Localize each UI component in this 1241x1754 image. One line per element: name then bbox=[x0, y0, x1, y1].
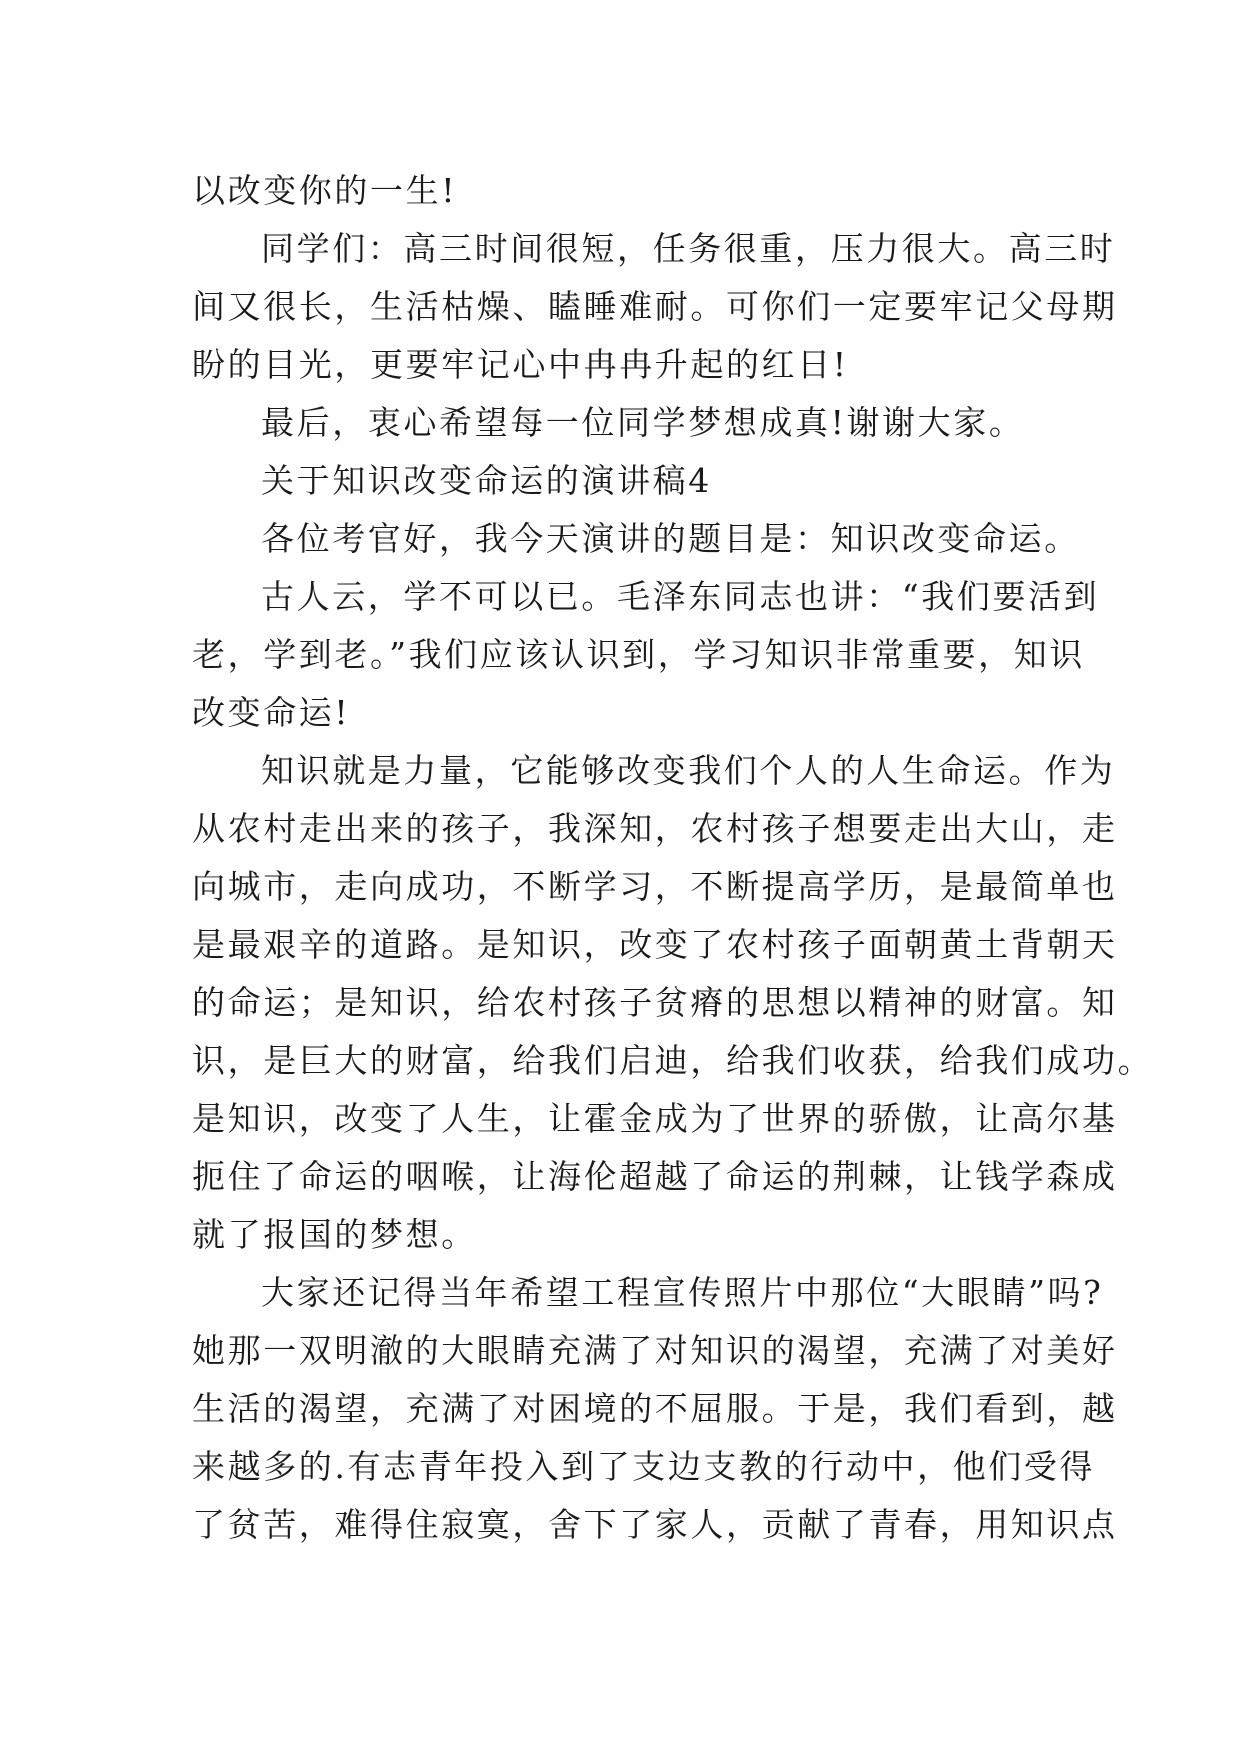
text-line: 同学们：高三时间很短，任务很重，压力很大。高三时 bbox=[261, 229, 1116, 268]
text-line: 古人云，学不可以已。毛泽东同志也讲：“我们要活到 bbox=[261, 577, 1100, 616]
text-line: 向城市，走向成功，不断学习，不断提高学历，是最简单也 bbox=[192, 867, 1118, 906]
text-line: 间又很长，生活枯燥、瞌睡难耐。可你们一定要牢记父母期 bbox=[192, 287, 1118, 326]
text-line: 生活的渴望，充满了对困境的不屈服。于是，我们看到，越 bbox=[192, 1389, 1118, 1428]
text-line: 关于知识改变命运的演讲稿4 bbox=[261, 461, 712, 500]
text-line: 就了报国的梦想。 bbox=[192, 1215, 477, 1254]
text-line: 以改变你的一生! bbox=[192, 171, 458, 210]
text-line: 最后，衷心希望每一位同学梦想成真!谢谢大家。 bbox=[261, 403, 1025, 442]
text-line: 老，学到老。”我们应该认识到，学习知识非常重要，知识 bbox=[192, 635, 1085, 674]
text-line: 她那一双明澈的大眼睛充满了对知识的渴望，充满了对美好 bbox=[192, 1331, 1118, 1370]
text-line: 知识就是力量，它能够改变我们个人的人生命运。作为 bbox=[261, 751, 1116, 790]
body-text bbox=[192, 162, 1154, 1554]
text-line: 来越多的.有志青年投入到了支边支教的行动中，他们受得 bbox=[192, 1447, 1096, 1486]
text-line: 了贫苦，难得住寂寞，舍下了家人，贡献了青春，用知识点 bbox=[192, 1505, 1118, 1544]
text-line: 从农村走出来的孩子，我深知，农村孩子想要走出大山，走 bbox=[192, 809, 1118, 848]
text-line: 大家还记得当年希望工程宣传照片中那位“大眼睛”吗? bbox=[261, 1273, 1104, 1312]
text-line: 改变命运! bbox=[192, 693, 351, 732]
text-line: 识，是巨大的财富，给我们启迪，给我们收获，给我们成功。 bbox=[192, 1041, 1154, 1080]
text-line: 各位考官好，我今天演讲的题目是：知识改变命运。 bbox=[261, 519, 1080, 558]
text-line: 盼的目光，更要牢记心中冉冉升起的红日! bbox=[192, 345, 849, 384]
text-line: 是最艰辛的道路。是知识，改变了农村孩子面朝黄土背朝天 bbox=[192, 925, 1118, 964]
text-line: 的命运；是知识，给农村孩子贫瘠的思想以精神的财富。知 bbox=[192, 983, 1118, 1022]
text-line: 是知识，改变了人生，让霍金成为了世界的骄傲，让高尔基 bbox=[192, 1099, 1118, 1138]
text-line: 扼住了命运的咽喉，让海伦超越了命运的荆棘，让钱学森成 bbox=[192, 1157, 1118, 1196]
